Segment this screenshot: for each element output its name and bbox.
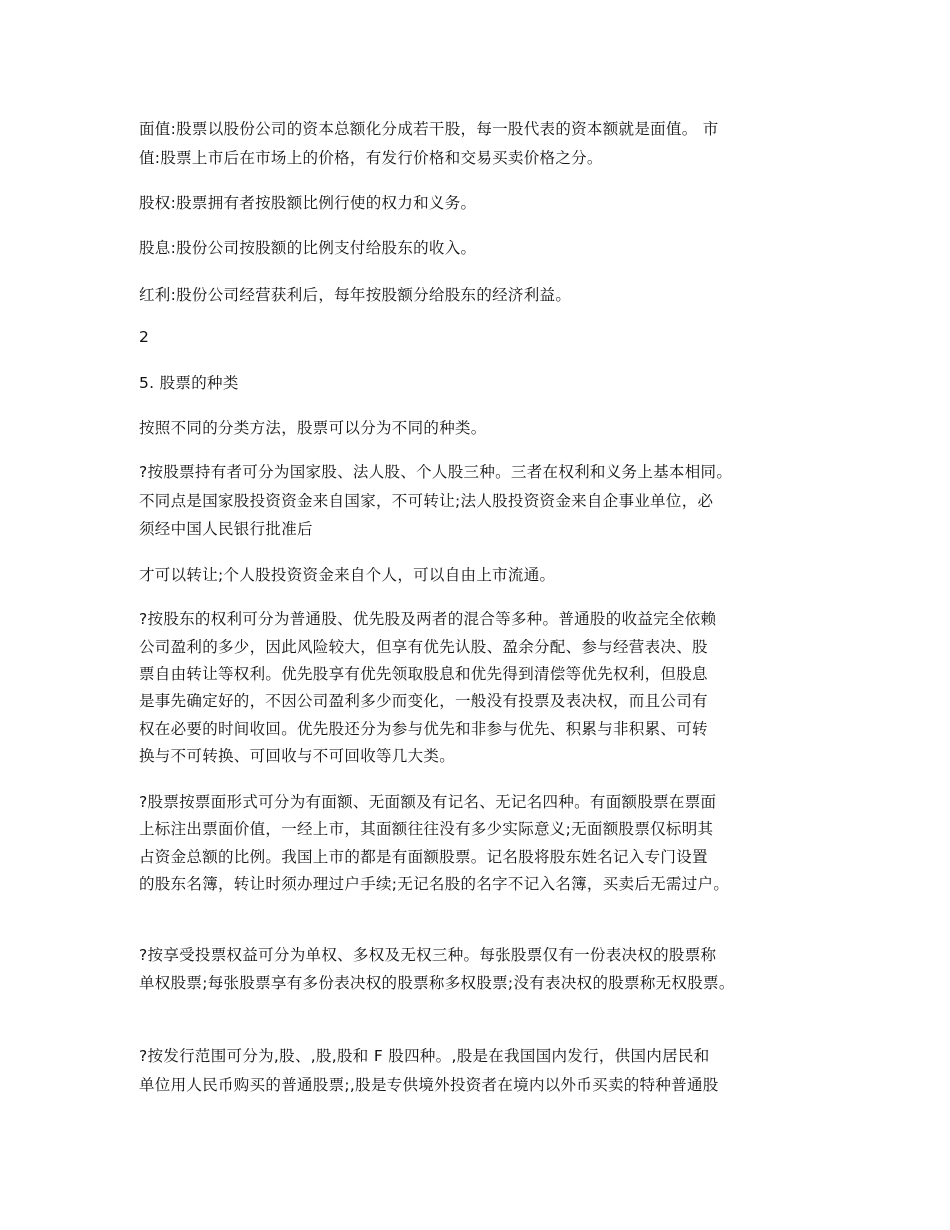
- text-line: ?按股东的权利可分为普通股、优先股及两者的混合等多种。普通股的收益完全依赖: [139, 610, 717, 628]
- text-line: 占资金总额的比例。我国上市的都是有面额股票。记名股将股东姓名记入专门设置: [139, 848, 708, 866]
- text-line: 单位用人民币购买的普通股票;,股是专供境外投资者在境内以外币买卖的特种普通股: [139, 1076, 719, 1094]
- text-line: ?按享受投票权益可分为单权、多权及无权三种。每张股票仅有一份表决权的股票称: [139, 946, 717, 964]
- text-line: 红利:股份公司经营获利后，每年按股额分给股东的经济利益。: [139, 286, 572, 304]
- text-line: 换与不可转换、可回收与不可回收等几大类。: [139, 747, 456, 765]
- text-line: 的股东名簿，转让时须办理过户手续;无记名股的名字不记入名簿，买卖后无需过户。: [139, 875, 730, 893]
- text-line: 股权:股票拥有者按股额比例行使的权力和义务。: [139, 194, 477, 212]
- text-line: ?按股票持有者可分为国家股、法人股、个人股三种。三者在权利和义务上基本相同。: [139, 463, 733, 481]
- text-line: 单权股票;每张股票享有多份表决权的股票称多权股票;没有表决权的股票称无权股票。: [139, 974, 735, 992]
- text-line: ?按发行范围可分为,股、,股,股和 F 股四种。,股是在我国国内发行，供国内居民和: [139, 1047, 710, 1065]
- text-line: 权在必要的时间收回。优先股还分为参与优先和非参与优先、积累与非积累、可转: [139, 720, 708, 738]
- text-line: 票自由转让等权利。优先股享有优先领取股息和优先得到清偿等优先权利，但股息: [139, 665, 708, 683]
- text-line: 面值:股票以股份公司的资本总额化分成若干股，每一股代表的资本额就是面值。 市: [139, 120, 719, 138]
- text-line: 按照不同的分类方法，股票可以分为不同的种类。: [139, 419, 487, 437]
- text-line: 才可以转让;个人股投资资金来自个人，可以自由上市流通。: [139, 566, 556, 584]
- text-line: 是事先确定好的，不因公司盈利多少而变化，一般没有投票及表决权，而且公司有: [139, 692, 708, 710]
- text-line: 公司盈利的多少，因此风险较大，但享有优先认股、盈余分配、参与经营表决、股: [139, 638, 708, 656]
- text-line: 股息:股份公司按股额的比例支付给股东的收入。: [139, 239, 477, 257]
- section-heading: 5. 股票的种类: [139, 374, 239, 392]
- page-number: 2: [139, 328, 150, 346]
- text-line: 值:股票上市后在市场上的价格，有发行价格和交易买卖价格之分。: [139, 149, 603, 167]
- text-line: ?股票按票面形式可分为有面额、无面额及有记名、无记名四种。有面额股票在票面: [139, 793, 717, 811]
- text-line: 须经中国人民银行批准后: [139, 520, 313, 538]
- text-line: 上标注出票面价值，一经上市，其面额往往没有多少实际意义;无面额股票仅标明其: [139, 820, 714, 838]
- text-line: 不同点是国家股投资资金来自国家，不可转让;法人股投资资金来自企事业单位，必: [139, 492, 714, 510]
